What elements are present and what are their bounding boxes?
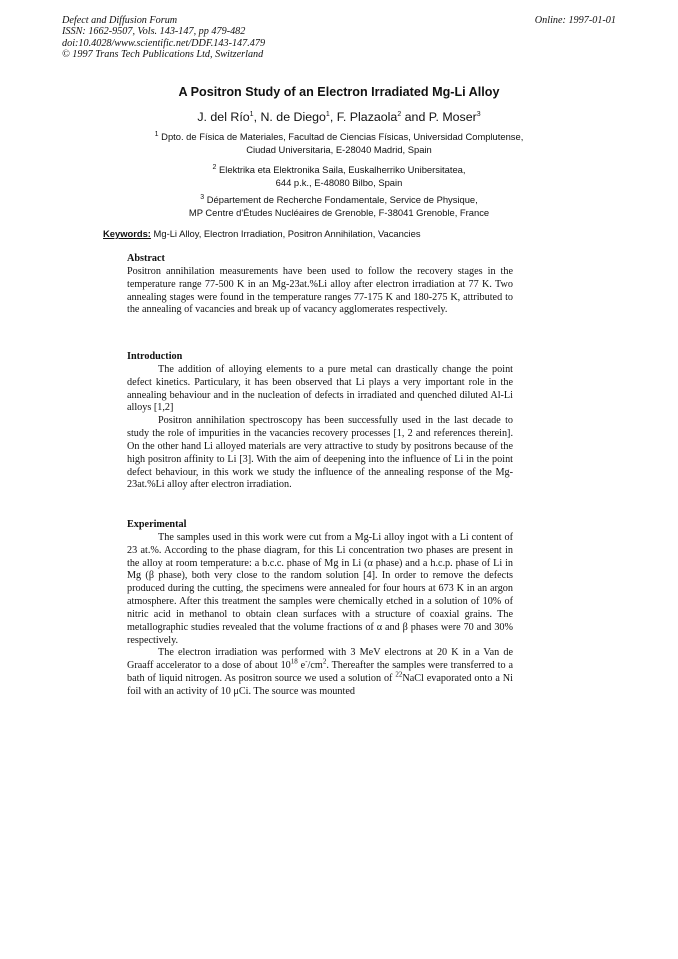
- abstract-heading: Abstract: [127, 253, 165, 264]
- affiliation-line: MP Centre d'Études Nucléaires de Grenoble, F-38041 Grenoble, France: [188, 206, 490, 218]
- author-mark: 2: [397, 110, 402, 118]
- online-date: Online: 1997-01-01: [534, 15, 616, 26]
- keywords-text: Mg-Li Alloy, Electron Irradiation, Positron Annihilation, Vacancies: [150, 228, 421, 239]
- keywords-label: Keywords:: [103, 228, 151, 239]
- affiliation-mark: 3: [200, 193, 205, 201]
- journal-header: [62, 15, 422, 61]
- author-mark: 3: [476, 110, 481, 118]
- paper-title: A Positron Study of an Electron Irradiated Mg-Li Alloy: [178, 85, 500, 99]
- abstract-text: Positron annihilation measurements have been used to follow the recovery stages in the temperature range 77-500 K in an Mg-23at.%Li alloy after electron irradiation at 77 K. Two annealing stages were found in the temperature ranges 77-175 K and 180-275 K, attributed to the annealing of vacancies and break up of vacancy agglomerates respectively.: [127, 265, 513, 316]
- affiliation-line: Département de Recherche Fondamentale, Service de Physique,: [206, 194, 478, 205]
- author-list: J. del Río$^1$, N. de Diego$^1$, F. Plazaola$^2$ and P. Moser$^3$: [197, 110, 481, 124]
- affiliation-line: Dpto. de Física de Materiales, Facultad de Ciencias Físicas, Universidad Complutense,: [161, 131, 524, 142]
- affiliation-mark: 2: [212, 163, 217, 171]
- affiliation-2: [0, 164, 678, 189]
- authors-and: and: [401, 110, 429, 124]
- paragraph: The samples used in this work were cut from a Mg-Li alloy ingot with a Li content of 23 at.%. According to the phase diagram, for this Li concentration two phases are present in the alloy at room temperature: a b.c.c. phase of Mg in Li (α phase) and a h.c.p. phase of Li in Mg (β phase), both very close to the random solution [4]. In order to remove the defects produced during the cutting, the specimens were annealed for four hours at 673 K in an argon atmosphere. After this treatment the samples were chemically etched in a solution of 10% of nitric acid in methanol to obtain clean surfaces with a structure of coaxial grains. The metallographic studies revealed that the volume fractions of α and β phases were 70 and 30% respectively.: [127, 531, 513, 646]
- author-name: P. Moser: [428, 110, 477, 124]
- affiliation-3: [0, 194, 678, 219]
- journal-issn: ISSN: 1662-9507, Vols. 143-147, pp 479-482: [62, 26, 246, 38]
- author-name: F. Plazaola: [336, 110, 398, 124]
- experimental-heading: Experimental: [127, 519, 187, 530]
- journal-name: Defect and Diffusion Forum: [62, 15, 178, 26]
- paragraph: Positron annihilation spectroscopy has been successfully used in the last decade to study the role of impurities in the vacancies recovery processes [1, 2 and references therein]. On the other hand Li alloyed materials are very attractive to study by positrons because of the high positron affinity to Li [3]. With the aim of deepening into the influence of Li in the point defect behaviour, in this work we study the influence of the annealing response of the Mg-23at.%Li alloy after electron irradiation.: [127, 415, 513, 491]
- author-name: N. de Diego: [260, 110, 326, 124]
- journal-doi: doi:10.4028/www.scientific.net/DDF.143-147.479: [62, 37, 266, 49]
- paragraph: The electron irradiation was performed with 3 MeV electrons at 20 K in a Van de Graaff accelerator to a dose of about $10^{18}$ $e^-/cm^2$. Thereafter the samples were transferred to a bath of liquid nitrogen. As positron source we used a solution of $^{22}$NaCl evaporated onto a Ni foil with an activity of 10 μCi. The source was mounted: [127, 647, 513, 697]
- affiliation-line: 644 p.k., E-48080 Bilbo, Spain: [275, 176, 403, 188]
- affiliation-mark: 1: [154, 130, 159, 138]
- affiliation-1: [0, 131, 678, 156]
- affiliation-line: Ciudad Universitaria, E-28040 Madrid, Spain: [246, 143, 432, 155]
- author-mark: 1: [325, 110, 330, 118]
- introduction-heading: Introduction: [127, 351, 183, 362]
- keywords: [103, 228, 421, 239]
- experimental-section: [127, 519, 513, 699]
- introduction-section: [127, 351, 513, 492]
- affiliation-line: Elektrika eta Elektronika Saila, Euskalherriko Unibersitatea,: [219, 164, 466, 175]
- author-name: J. del Río: [197, 110, 250, 124]
- author-mark: 1: [249, 110, 254, 118]
- abstract-section: [127, 253, 513, 317]
- journal-copyright: © 1997 Trans Tech Publications Ltd, Switzerland: [62, 49, 264, 61]
- paragraph: The addition of alloying elements to a pure metal can drastically change the point defect kinetics. Particulary, it has been observed that Li plays a very important role in the annealing behaviour and in the nucleation of defects in irradiated and quenched diluted Al-Li alloys [1,2]: [127, 363, 513, 414]
